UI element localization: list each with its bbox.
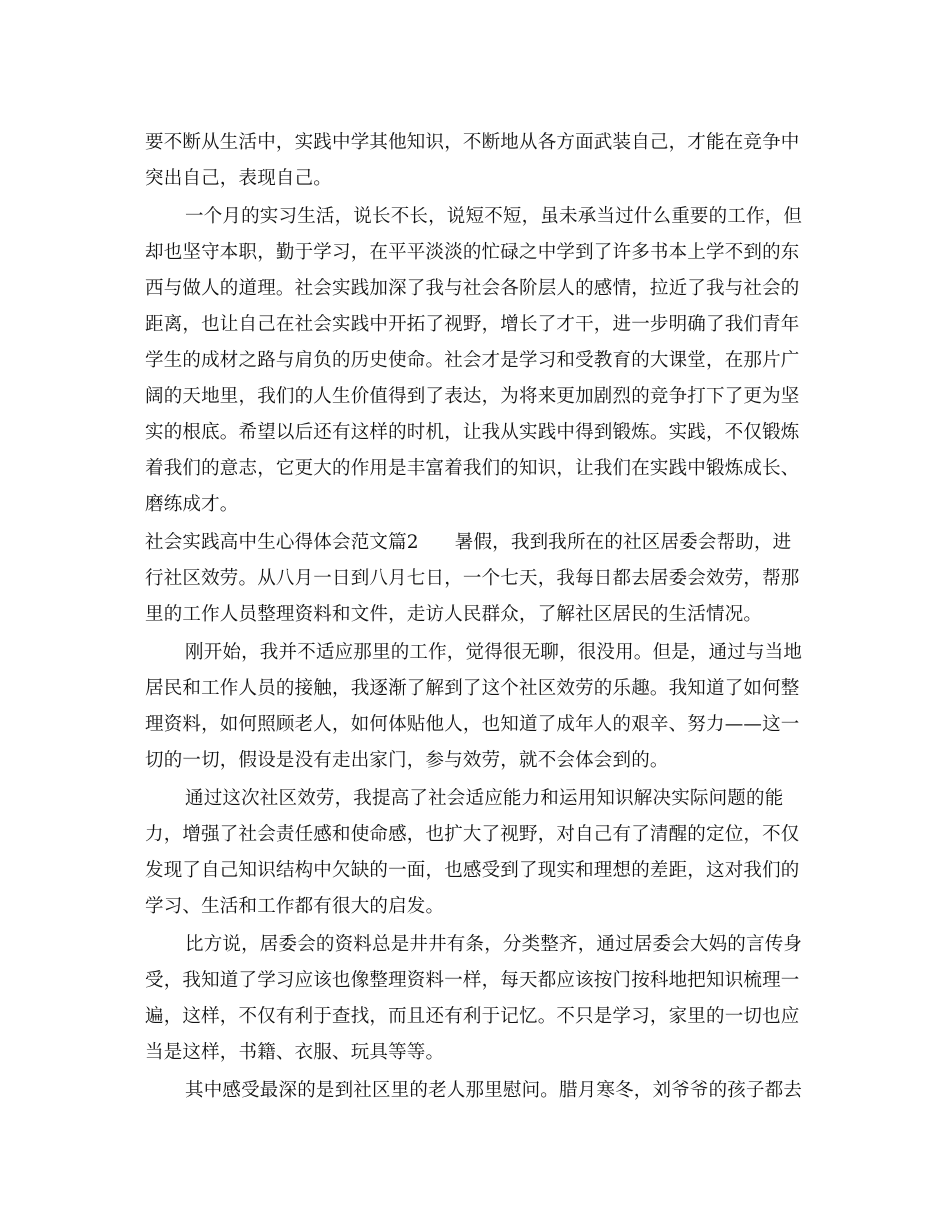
text-line: 西与做人的道理。社会实践加深了我与社会各阶层人的感情，拉近了我与社会的 — [145, 278, 800, 299]
text-line: 距离，也让自己在社会实践中开拓了视野，增长了才干，进一步明确了我们青年 — [145, 314, 800, 335]
text-line: 刚开始，我并不适应那里的工作，觉得很无聊，很没用。但是，通过与当地 — [185, 642, 803, 663]
text-line: 里的工作人员整理资料和文件，走访人民群众，了解社区居民的生活情况。 — [145, 604, 763, 625]
text-line: 要不断从生活中，实践中学其他知识，不断地从各方面武装自己，才能在竞争中 — [145, 132, 800, 153]
text-line: 阔的天地里，我们的人生价值得到了表达，为将来更加剧烈的竞争打下了更为坚 — [145, 386, 800, 407]
text-span: 暑假，我到我所在的社区居委会帮助，进 — [454, 532, 792, 553]
text-line: 当是这样，书籍、衣服、玩具等等。 — [145, 1042, 445, 1063]
text-line: 行社区效劳。从八月一日到八月七日，一个七天，我每日都去居委会效劳，帮那 — [145, 568, 800, 589]
section-heading-line — [145, 531, 791, 555]
text-line: 发现了自己知识结构中欠缺的一面，也感受到了现实和理想的差距，这对我们的 — [145, 860, 800, 881]
text-line: 实的根底。希望以后还有这样的时机，让我从实践中得到锻炼。实践，不仅锻炼 — [145, 422, 800, 443]
text-line: 通过这次社区效劳，我提高了社会适应能力和运用知识解决实际问题的能 — [185, 788, 784, 809]
text-line: 学习、生活和工作都有很大的启发。 — [145, 896, 445, 917]
text-line: 突出自己，表现自己。 — [145, 168, 333, 189]
text-line: 理资料，如何照顾老人，如何体贴他人，也知道了成年人的艰辛、努力——这一 — [145, 714, 800, 735]
text-line: 居民和工作人员的接触，我逐渐了解到了这个社区效劳的乐趣。我知道了如何整 — [145, 678, 800, 699]
text-line: 力，增强了社会责任感和使命感，也扩大了视野，对自己有了清醒的定位，不仅 — [145, 824, 800, 845]
text-line: 一个月的实习生活，说长不长，说短不短，虽未承当过什么重要的工作，但 — [185, 206, 803, 227]
text-line: 磨练成才。 — [145, 494, 239, 515]
text-line: 着我们的意志，它更大的作用是丰富着我们的知识，让我们在实践中锻炼成长、 — [145, 458, 800, 479]
section-heading: 社会实践高中生心得体会范文篇2 — [145, 532, 419, 553]
text-line: 遍，这样，不仅有利于查找，而且还有利于记忆。不只是学习，家里的一切也应 — [145, 1006, 800, 1027]
text-line: 比方说，居委会的资料总是井井有条，分类整齐，通过居委会大妈的言传身 — [185, 934, 803, 955]
text-line: 其中感受最深的是到社区里的老人那里慰问。腊月寒冬，刘爷爷的孩子都去 — [185, 1080, 803, 1101]
text-line: 受，我知道了学习应该也像整理资料一样，每天都应该按门按科地把知识梳理一 — [145, 970, 800, 991]
text-line: 却也坚守本职，勤于学习，在平平淡淡的忙碌之中学到了许多书本上学不到的东 — [145, 242, 800, 263]
text-line: 学生的成材之路与肩负的历史使命。社会才是学习和受教育的大课堂，在那片广 — [145, 350, 800, 371]
text-line: 切的一切，假设是没有走出家门，参与效劳，就不会体会到的。 — [145, 750, 669, 771]
